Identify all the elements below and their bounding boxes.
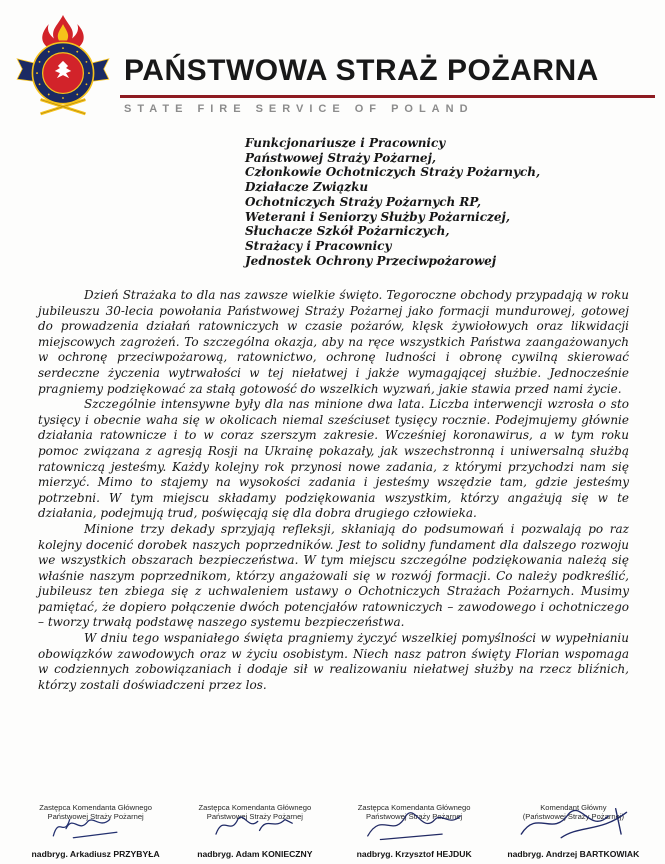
letter-body xyxy=(38,288,629,693)
psp-crest-logo xyxy=(12,14,114,124)
page-title: PAŃSTWOWA STRAŻ POŻARNA xyxy=(124,54,599,87)
fire-service-crest-icon xyxy=(12,14,114,124)
recipient-line: Działacze Związku xyxy=(245,180,369,195)
signature-block-hejduk xyxy=(335,801,494,859)
signatures-row xyxy=(16,801,653,859)
signature-name: nadbryg. Arkadiusz PRZYBYŁA xyxy=(31,849,160,859)
recipient-line: Państwowej Straży Pożarnej, xyxy=(245,150,437,165)
letter-paragraph: Minione trzy dekady sprzyjają refleksji, skłaniają do podsumowań i pozwalają po raz kolejny docenić dorobek naszych poprzedników. Jest to solidny fundament dla dalszego rozwoju we wszystkich obszarach bezpieczeństwa. W tym miejscu szczególne podziękowania należą się właśnie naszym poprzednikom, którzy angażowali się w rozwój formacji. Co należy podkreślić, jubileusz ten zbiega się z uchwaleniem ustawy o Ochotniczych Strażach Pożarnych. Musimy pamiętać, że dopiero połączenie dwóch potencjałów ratowniczych – zawodowego i ochotniczego – tworzy trwałą podstawę naszego systemu bezpieczeństwa. xyxy=(38,521,629,630)
recipient-line: Weterani i Seniorzy Służby Pożarniczej, xyxy=(245,209,511,224)
letter-paragraph: Szczególnie intensywne były dla nas minione dwa lata. Liczba interwencji wzrosła o sto tysięcy i obecnie waha się w okolicach niemal sześciuset tysięcy rocznie. Podejmujemy głównie działania ratownicze i to w coraz szerszym zakresie. Wcześniej koronawirus, a w tym roku pomoc związana z agresją Rosji na Ukrainę pokazały, jak wszechstronną i uniwersalną służbą ratowniczą jesteśmy. Każdy kolejny rok przynosi nowe zadania, z którymi przychodzi nam się mierzyć. Mimo to stajemy na wysokości zadania i jesteśmy wszędzie tam, gdzie jesteśmy potrzebni. W tym miejscu składamy podziękowania wszystkim, którzy angażują się w te działania, podejmują trud, poświęcają się dla dobra drugiego człowieka. xyxy=(38,397,629,521)
recipient-line: Strażacy i Pracownicy xyxy=(245,238,392,253)
header-divider xyxy=(120,95,655,98)
signature-name: nadbryg. Krzysztof HEJDUK xyxy=(356,849,472,859)
signature-block-konieczny xyxy=(175,801,334,859)
recipient-line: Funkcjonariusze i Pracownicy xyxy=(245,136,446,150)
left-ribbon xyxy=(17,59,33,81)
signature-block-przybyla xyxy=(16,801,175,859)
recipient-line: Członkowie Ochotniczych Straży Pożarnych, xyxy=(245,165,541,180)
signature-name: nadbryg. Andrzej BARTKOWIAK xyxy=(507,849,640,859)
page-subtitle: STATE FIRE SERVICE OF POLAND xyxy=(124,103,474,115)
signature-title: Zastępca Komendanta Głównego Państwowej Straży Pożarnej xyxy=(39,803,152,821)
signature-name: nadbryg. Adam KONIECZNY xyxy=(197,849,313,859)
right-ribbon xyxy=(93,59,109,81)
signature-title: Zastępca Komendanta Głównego Państwowej Straży Pożarnej xyxy=(198,803,312,821)
recipient-line: Jednostek Ochrony Przeciwpożarowej xyxy=(245,253,497,268)
recipient-line: Słuchacze Szkół Pożarniczych, xyxy=(245,224,450,239)
letter-paragraph: W dniu tego wspaniałego święta pragniemy życzyć wszelkiej pomyślności w wypełnianiu obowiązków zawodowych oraz w życiu osobistym. Niech nasz patron święty Florian wspomaga w codziennych zobowiązaniach i dodaje sił w realizowaniu niełatwej służby na rzecz bliźnich, którzy zostali doświadczeni przez los. xyxy=(38,631,629,692)
signature-title: Komendant Główny (Państwowej Straży Pożarnej) xyxy=(522,803,625,821)
recipients-block xyxy=(245,136,540,268)
recipient-line: Ochotniczych Straży Pożarnych RP, xyxy=(245,194,482,209)
letter-paragraph: Dzień Strażaka to dla nas zawsze wielkie święto. Tegoroczne obchody przypadają w roku jubileuszu 30-lecia powołania Państwowej Straży Pożarnej jako formacji mundurowej, gotowej do prowadzenia działań ratowniczych w czasie pożarów, klęsk żywiołowych oraz likwidacji miejscowych zagrożeń. To szczególna okazja, aby na ręce wszystkich Państwa zaangażowanych w ochronę przeciwpożarową, ratownictwo, ochronę ludności i obronę cywilną skierować serdeczne życzenia wytrwałości w tej niełatwej i jakże wymagającej służbie. Jednocześnie pragniemy podziękować za stałą gotowość do wszelkich wyzwań, jakie stawia przed nami życie. xyxy=(38,288,629,396)
signature-block-bartkowiak xyxy=(494,801,653,859)
signature-title: Zastępca Komendanta Głównego Państwowej Straży Pożarnej xyxy=(357,803,471,821)
